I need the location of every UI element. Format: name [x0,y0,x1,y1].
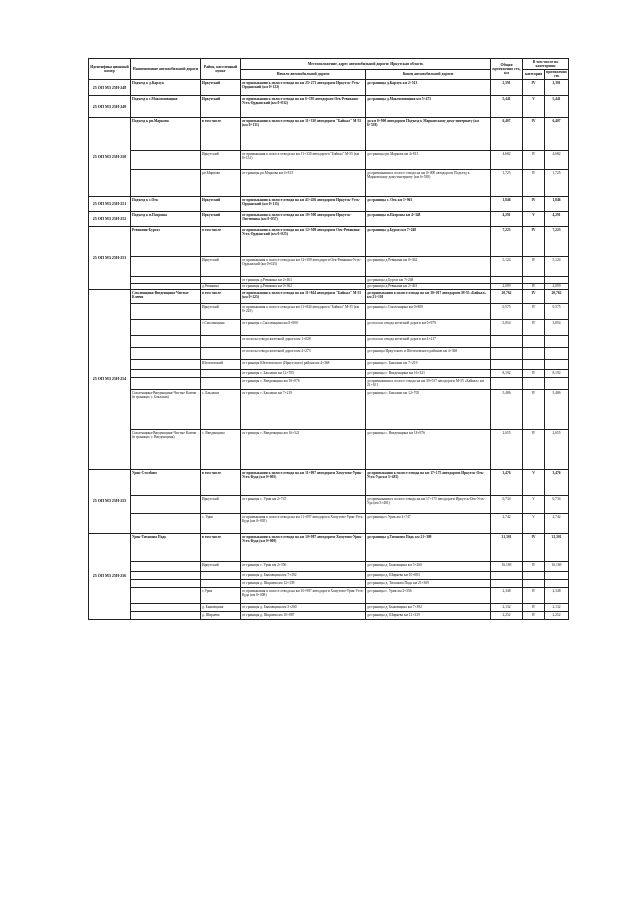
district-cell: Иркутский [201,257,241,277]
district-cell: рп.Маркова [201,170,241,197]
category-cell: IV [523,283,545,289]
table-row [89,579,569,587]
district-cell: с.Урик [201,587,241,603]
category-cell: IV [523,429,545,469]
table-body [89,80,569,620]
header-category-group: В том числе по категориям [523,59,569,70]
category-length-cell: 2,099 [545,283,569,289]
table-row [89,513,569,533]
road-name-cell: Подъезд к рп.Маркова [131,118,201,151]
end-cell: до границы с. Баклаши км 7+219 [366,359,491,369]
category-cell: IV [523,118,545,151]
district-cell: Иркутский [201,495,241,513]
category-cell: IV [523,257,545,277]
start-cell: от примыкания к полосе отвода на км 11+097 автодороги Хомутово-Урик-Усть-Куда (км 0+005) [241,513,366,533]
table-row [89,96,569,118]
road-name-cell [131,571,201,579]
district-cell: Иркутский [201,212,241,227]
length-cell: 3,476 [491,469,523,495]
category-length-cell: 6,407 [545,118,569,151]
road-name-cell: Смоленщина-Введенщина-Чистые Ключи (в границах с. Введенщина) [131,429,201,469]
length-cell: 4,682 [491,151,523,170]
district-cell: с. Баклаши [201,389,241,429]
start-cell: от примыкания к полосе отвода на км 25+273 автодороги Иркутск-Усть-Ордынский (км 0+122) [241,80,366,96]
district-cell: Иркутский [201,151,241,170]
document-page [88,58,568,620]
category-length-cell: 21,301 [545,533,569,561]
category-cell [523,347,545,359]
road-name-cell: Подъезд к д.Карлук [131,80,201,96]
length-cell [491,579,523,587]
table-row [89,359,569,369]
district-cell: с.Смоленщина [201,319,241,335]
road-name-cell [131,303,201,319]
table-row [89,377,569,389]
table-row [89,533,569,561]
table-row [89,80,569,96]
district-cell: д. Ширяева [201,611,241,619]
table-row [89,429,569,469]
start-cell: от примыкания к полосе отвода на км 11+844 автодороги "Байкал" М-55 (км 0+225) [241,289,366,303]
end-cell: до границы д.Карлук км 2+513 [366,80,491,96]
road-name-cell [131,579,201,587]
category-cell: V [523,469,545,495]
district-cell: в том числе [201,227,241,257]
start-cell: от примыкания к полосе отвода на км 11+097 автодороги Хомутово-Урик-Усть-Куда (км 0+005) [241,469,366,495]
start-cell: от границы рп.Маркова км 4+813 [241,170,366,197]
road-name-cell: Смоленщина-Введенщина-Чистые Ключи [131,289,201,303]
start-cell: от полосы отвода железной дороги км 4+273 [241,347,366,359]
category-length-cell: 0,734 [545,495,569,513]
category-length-cell: 4,682 [545,151,569,170]
category-length-cell: 2,391 [545,80,569,96]
category-length-cell: 2,252 [545,611,569,619]
category-length-cell: 3,854 [545,319,569,335]
road-name-cell: Урик-Тихонова Падь [131,533,201,561]
district-cell [201,377,241,389]
district-cell: Шелеховский [201,359,241,369]
table-row [89,227,569,257]
category-length-cell [545,347,569,359]
table-row [89,289,569,303]
category-length-cell [545,571,569,579]
length-cell [491,335,523,347]
district-cell: Иркутский [201,96,241,118]
district-cell: Иркутский [201,303,241,319]
start-cell: от границы с.Смоленщина км 0+800 [241,319,366,335]
category-cell [523,359,545,369]
start-cell: от границы д. Ширяева км 12+339 [241,579,366,587]
end-cell: до границы д. Быковщина км 5+260 [366,561,491,571]
length-cell: 21,301 [491,533,523,561]
category-length-cell [545,359,569,369]
category-cell: IV [523,227,545,257]
category-cell: IV [523,80,545,96]
district-cell [201,335,241,347]
table-row [89,347,569,359]
road-name-cell [131,495,201,513]
end-cell: до границы рп.Маркова км 4+813 [366,151,491,170]
road-name-cell [131,611,201,619]
length-cell: 2,655 [491,429,523,469]
road-name-cell: Подъезд к п.Патроны [131,212,201,227]
table-row [89,469,569,495]
category-length-cell: 8,192 [545,369,569,377]
length-cell: 7,223 [491,227,523,257]
length-cell: 0,734 [491,495,523,513]
start-cell: от границы Шелеховского (Иркутского) района км 4+368 [241,359,366,369]
end-cell: до примыкания к полосе отвода на км 30+017 автодороги М-55 «Байкал» км 21+101 [366,289,491,303]
category-cell: IV [523,197,545,212]
district-cell: с. Урик [201,513,241,533]
category-cell: IV [523,603,545,611]
district-cell: д. Быковщина [201,603,241,611]
length-cell: 2,132 [491,603,523,611]
length-cell: 5,124 [491,257,523,277]
start-cell: от границы с. Баклаши км 12+705 [241,369,366,377]
start-cell: от границы д. Быковщина км 5+260 [241,603,366,611]
category-cell: IV [523,587,545,603]
district-cell: в том числе [201,118,241,151]
road-name-cell [131,335,201,347]
category-cell [523,579,545,587]
start-cell: от примыкания к полосе отвода на км 11+330 автодороги "Байкал" М-55 (км 0+131) [241,118,366,151]
road-name-cell [131,377,201,389]
category-cell [523,335,545,347]
end-cell: до границы с.Смоленщина км 0+800 [366,303,491,319]
end-cell: до границы д.Ревякина км 0+362 [366,257,491,277]
road-name-cell: Урик-Столбово [131,469,201,495]
end-cell: до границы д. Быковщина км 7+392 [366,603,491,611]
district-cell: в том числе [201,289,241,303]
header-category: категория [523,69,545,80]
category-length-cell: 2,655 [545,429,569,469]
district-cell: Иркутский [201,80,241,96]
road-id-cell: 25 ОП МЗ 25Н-250 [89,118,131,197]
start-cell: от границы с. Урик км 2+356 [241,561,366,571]
length-cell: 2,252 [491,611,523,619]
start-cell: от границы д.Ревякина км 0+362 [241,283,366,289]
category-length-cell [545,579,569,587]
category-cell: IV [523,319,545,335]
category-length-cell: 3,476 [545,469,569,495]
start-cell: от границы с. Баклаши км 7+219 [241,389,366,429]
end-cell: до границы Иркутского и Шелеховского районов км 4+368 [366,347,491,359]
end-cell: до границы д. Ширяева км 10+083 [366,571,491,579]
length-cell [491,571,523,579]
header-id: Идентифика ционный номер [89,59,131,80]
start-cell: от границы д. Быковщина км 7+392 [241,571,366,579]
start-cell: от примыкания к полосе отвода на км 11+844 автодороги "Байкал" М-55 (км 0+225) [241,303,366,319]
table-row [89,561,569,571]
table-row [89,335,569,347]
category-cell: V [523,96,545,118]
district-cell: в том числе [201,469,241,495]
district-cell: в том числе [201,533,241,561]
road-name-cell: Ревякина-Бургаз [131,227,201,257]
start-cell: от примыкания к полосе отвода на км 10+987 автодороги Хомутово-Урик-Усть-Куда (км 0+008) [241,587,366,603]
end-cell: до примыкания к полосе отвода на км 0+000 автодороги Подъезд к Марковскому дому-интернату (км 6+538) [366,170,491,197]
table-row [89,603,569,611]
length-cell: 2,099 [491,283,523,289]
category-cell: V [523,513,545,533]
road-name-cell: Смоленщина-Введенщина-Чистые Ключи (в границах с. Баклаши) [131,389,201,429]
road-name-cell [131,513,201,533]
header-start: Начало автомобильной дороги [241,69,366,80]
category-length-cell: 5,441 [545,96,569,118]
district-cell [201,347,241,359]
table-row [89,389,569,429]
length-cell: 5,441 [491,96,523,118]
end-cell: до границы д. Тихонова Падь км 21+309 [366,579,491,587]
category-cell: IV [523,611,545,619]
category-length-cell: 2,348 [545,587,569,603]
start-cell: от границы д. Ширяева км 10+087 [241,611,366,619]
header-category-length: протяженно сть [546,70,567,79]
category-cell: IV [523,369,545,377]
end-cell: до полосы отвода железной дороги км 4+217 [366,335,491,347]
road-name-cell [131,347,201,359]
start-cell: от примыкания к полосе отвода на км 10+500 автодороги Иркутск-Листвянка (км 0+057) [241,212,366,227]
category-length-cell: 5,124 [545,257,569,277]
header-length: Общая протяженно сть, км [491,59,523,80]
table-row [89,611,569,619]
length-cell: 6,407 [491,118,523,151]
category-cell: IV [523,533,545,561]
road-name-cell [131,151,201,170]
start-cell: от границы д.Ревякина км 2+461 [241,277,366,283]
district-cell: Иркутский [201,197,241,212]
road-name-cell [131,257,201,277]
road-name-cell [131,369,201,377]
length-cell: 16,169 [491,561,523,571]
end-cell: до границы п.Патроны км 4+348 [366,212,491,227]
road-name-cell [131,170,201,197]
length-cell: 5,486 [491,389,523,429]
length-cell [491,377,523,389]
table-row [89,118,569,151]
road-name-cell: Подъезд к с.Оек [131,197,201,212]
start-cell: от примыкания к полосе отвода на км 12+509 автодороги Оек-Ревякина-Усть-Ордынский (км 0+025) [241,227,366,257]
length-cell: 4,291 [491,212,523,227]
header-name: Наименование автомобильной дороги [131,59,201,80]
start-cell: от примыкания к полосе отвода на км 10+987 автодороги Хомутово-Урик-Усть-Куда (км 0+008) [241,533,366,561]
category-length-cell: 5,486 [545,389,569,429]
category-cell: IV [523,289,545,303]
district-cell [201,579,241,587]
road-id-cell: 25 ОП МЗ 25Н-253 [89,227,131,290]
road-name-cell [131,359,201,369]
end-cell: до границы с. Введенщина км 16+321 [366,369,491,377]
end-cell: до км 0+900 автодороги Подъезд к Марковскому дому-интернату (км 6+538) [366,118,491,151]
category-length-cell: 0,575 [545,303,569,319]
table-row [89,369,569,377]
district-cell: с. Введенщина [201,429,241,469]
category-cell: IV [523,151,545,170]
category-length-cell: 7,223 [545,227,569,257]
end-cell: до границы д.Бургаз км 7+248 [366,227,491,257]
start-cell: от примыкания к полосе отвода на км 6+195 автодороги Оек-Ревякина-Усть-Ордынский (км 0+032) [241,96,366,118]
road-id-cell: 25 ОП МЗ 25Н-252 [89,212,131,227]
roads-table [88,58,569,620]
end-cell: до примыкания к полосе отвода на км 30+017 автодороги М-55 «Байкал» км 21+101 [366,377,491,389]
header-district: Район, населенный пункт [201,59,241,80]
category-length-cell [545,335,569,347]
category-cell [523,571,545,579]
end-cell: до границы с.Урик км 2+747 [366,513,491,533]
road-name-cell [131,561,201,571]
start-cell: от границы с. Введенщина км 16+321 [241,429,366,469]
category-cell [523,377,545,389]
length-cell [491,347,523,359]
road-id-cell: 25 ОП МЗ 25Н-249 [89,96,131,118]
start-cell: от границы с. Введенщина км 18+976 [241,377,366,389]
length-cell: 2,391 [491,80,523,96]
table-row [89,151,569,170]
end-cell: до границы д.Бургаз км 7+248 [366,277,491,283]
end-cell: до примыкания к полосе отвода на км 17+175 автодороги Иркутск-Оек-Усть-Уда (км 3+481) [366,495,491,513]
table-row [89,587,569,603]
road-id-cell: 25 ОП МЗ 25Н-251 [89,197,131,212]
table-row [89,303,569,319]
end-cell: до границы д. Ширяева км 12+339 [366,611,491,619]
start-cell: от полосы отвода железной дороги км 1+028 [241,335,366,347]
road-id-cell: 25 ОП МЗ 25Н-255 [89,469,131,533]
category-cell: IV [523,389,545,429]
category-length-cell: 1,846 [545,197,569,212]
header-end: Конец автомобильной дороги [366,69,491,80]
category-length-cell: 20,762 [545,289,569,303]
category-cell: IV [523,170,545,197]
start-cell: от примыкания к полосе отвода на км 12+509 автодороги Оек-Ревякина-Усть-Ордынский (км 0+025) [241,257,366,277]
category-length-cell: 2,132 [545,603,569,611]
length-cell: 1,846 [491,197,523,212]
start-cell: от примыкания к полосе отвода на км 11+330 автодороги "Байкал" М-55 (км 0+131) [241,151,366,170]
road-name-cell [131,587,201,603]
end-cell: до границы д.Ревякина км 2+461 [366,283,491,289]
road-name-cell: Подъезд к с.Максимовщина [131,96,201,118]
end-cell: до примыкания к полосе отвода на км 17+175 автодороги Иркутск-Оек-Усть-Уда км 3+481) [366,469,491,495]
end-cell: до границы с. Оек км 1+961 [366,197,491,212]
road-id-cell: 25 ОП МЗ 25Н-248 [89,80,131,96]
category-length-cell: 4,291 [545,212,569,227]
table-row [89,257,569,277]
header-location: Местоположение, адрес автомобильной дороги: Иркутская область [241,59,491,70]
end-cell: до полосы отвода железной дороги км 0+979 [366,319,491,335]
table-row [89,319,569,335]
length-cell: 1,725 [491,170,523,197]
length-cell: 2,348 [491,587,523,603]
length-cell: 0,575 [491,303,523,319]
road-name-cell [131,603,201,611]
end-cell: до границы с. Урик км 2+356 [366,587,491,603]
road-name-cell [131,319,201,335]
category-cell: IV [523,303,545,319]
category-length-cell: 1,725 [545,170,569,197]
table-row [89,170,569,197]
end-cell: до границы с. Введенщина км 18+976 [366,429,491,469]
category-length-cell: 16,169 [545,561,569,571]
table-row [89,212,569,227]
length-cell [491,359,523,369]
length-cell: 8,192 [491,369,523,377]
district-cell: Иркутский [201,561,241,571]
length-cell: 3,854 [491,319,523,335]
category-cell: V [523,212,545,227]
district-cell [201,369,241,377]
category-length-cell [545,377,569,389]
category-cell: V [523,495,545,513]
end-cell: до границы д.Тихонова Падь км 21+309 [366,533,491,561]
district-cell [201,571,241,579]
start-cell: от границы с. Урик км 2+747 [241,495,366,513]
start-cell: от примыкания к полосе отвода на км 41+456 автодороги Иркутск-Усть-Ордынский (км 0+115) [241,197,366,212]
end-cell: до границы д.Максимовщина км 5+473 [366,96,491,118]
table-row [89,571,569,579]
length-cell: 2,742 [491,513,523,533]
length-cell: 20,762 [491,289,523,303]
end-cell: до границы с. Баклаши км 12+705 [366,389,491,429]
road-id-cell: 25 ОП МЗ 25Н-254 [89,289,131,469]
category-length-cell: 2,742 [545,513,569,533]
table-row [89,495,569,513]
road-id-cell: 25 ОП МЗ 25Н-256 [89,533,131,619]
table-row [89,197,569,212]
category-cell: IV [523,561,545,571]
district-cell: д.Ревякина [201,283,241,289]
